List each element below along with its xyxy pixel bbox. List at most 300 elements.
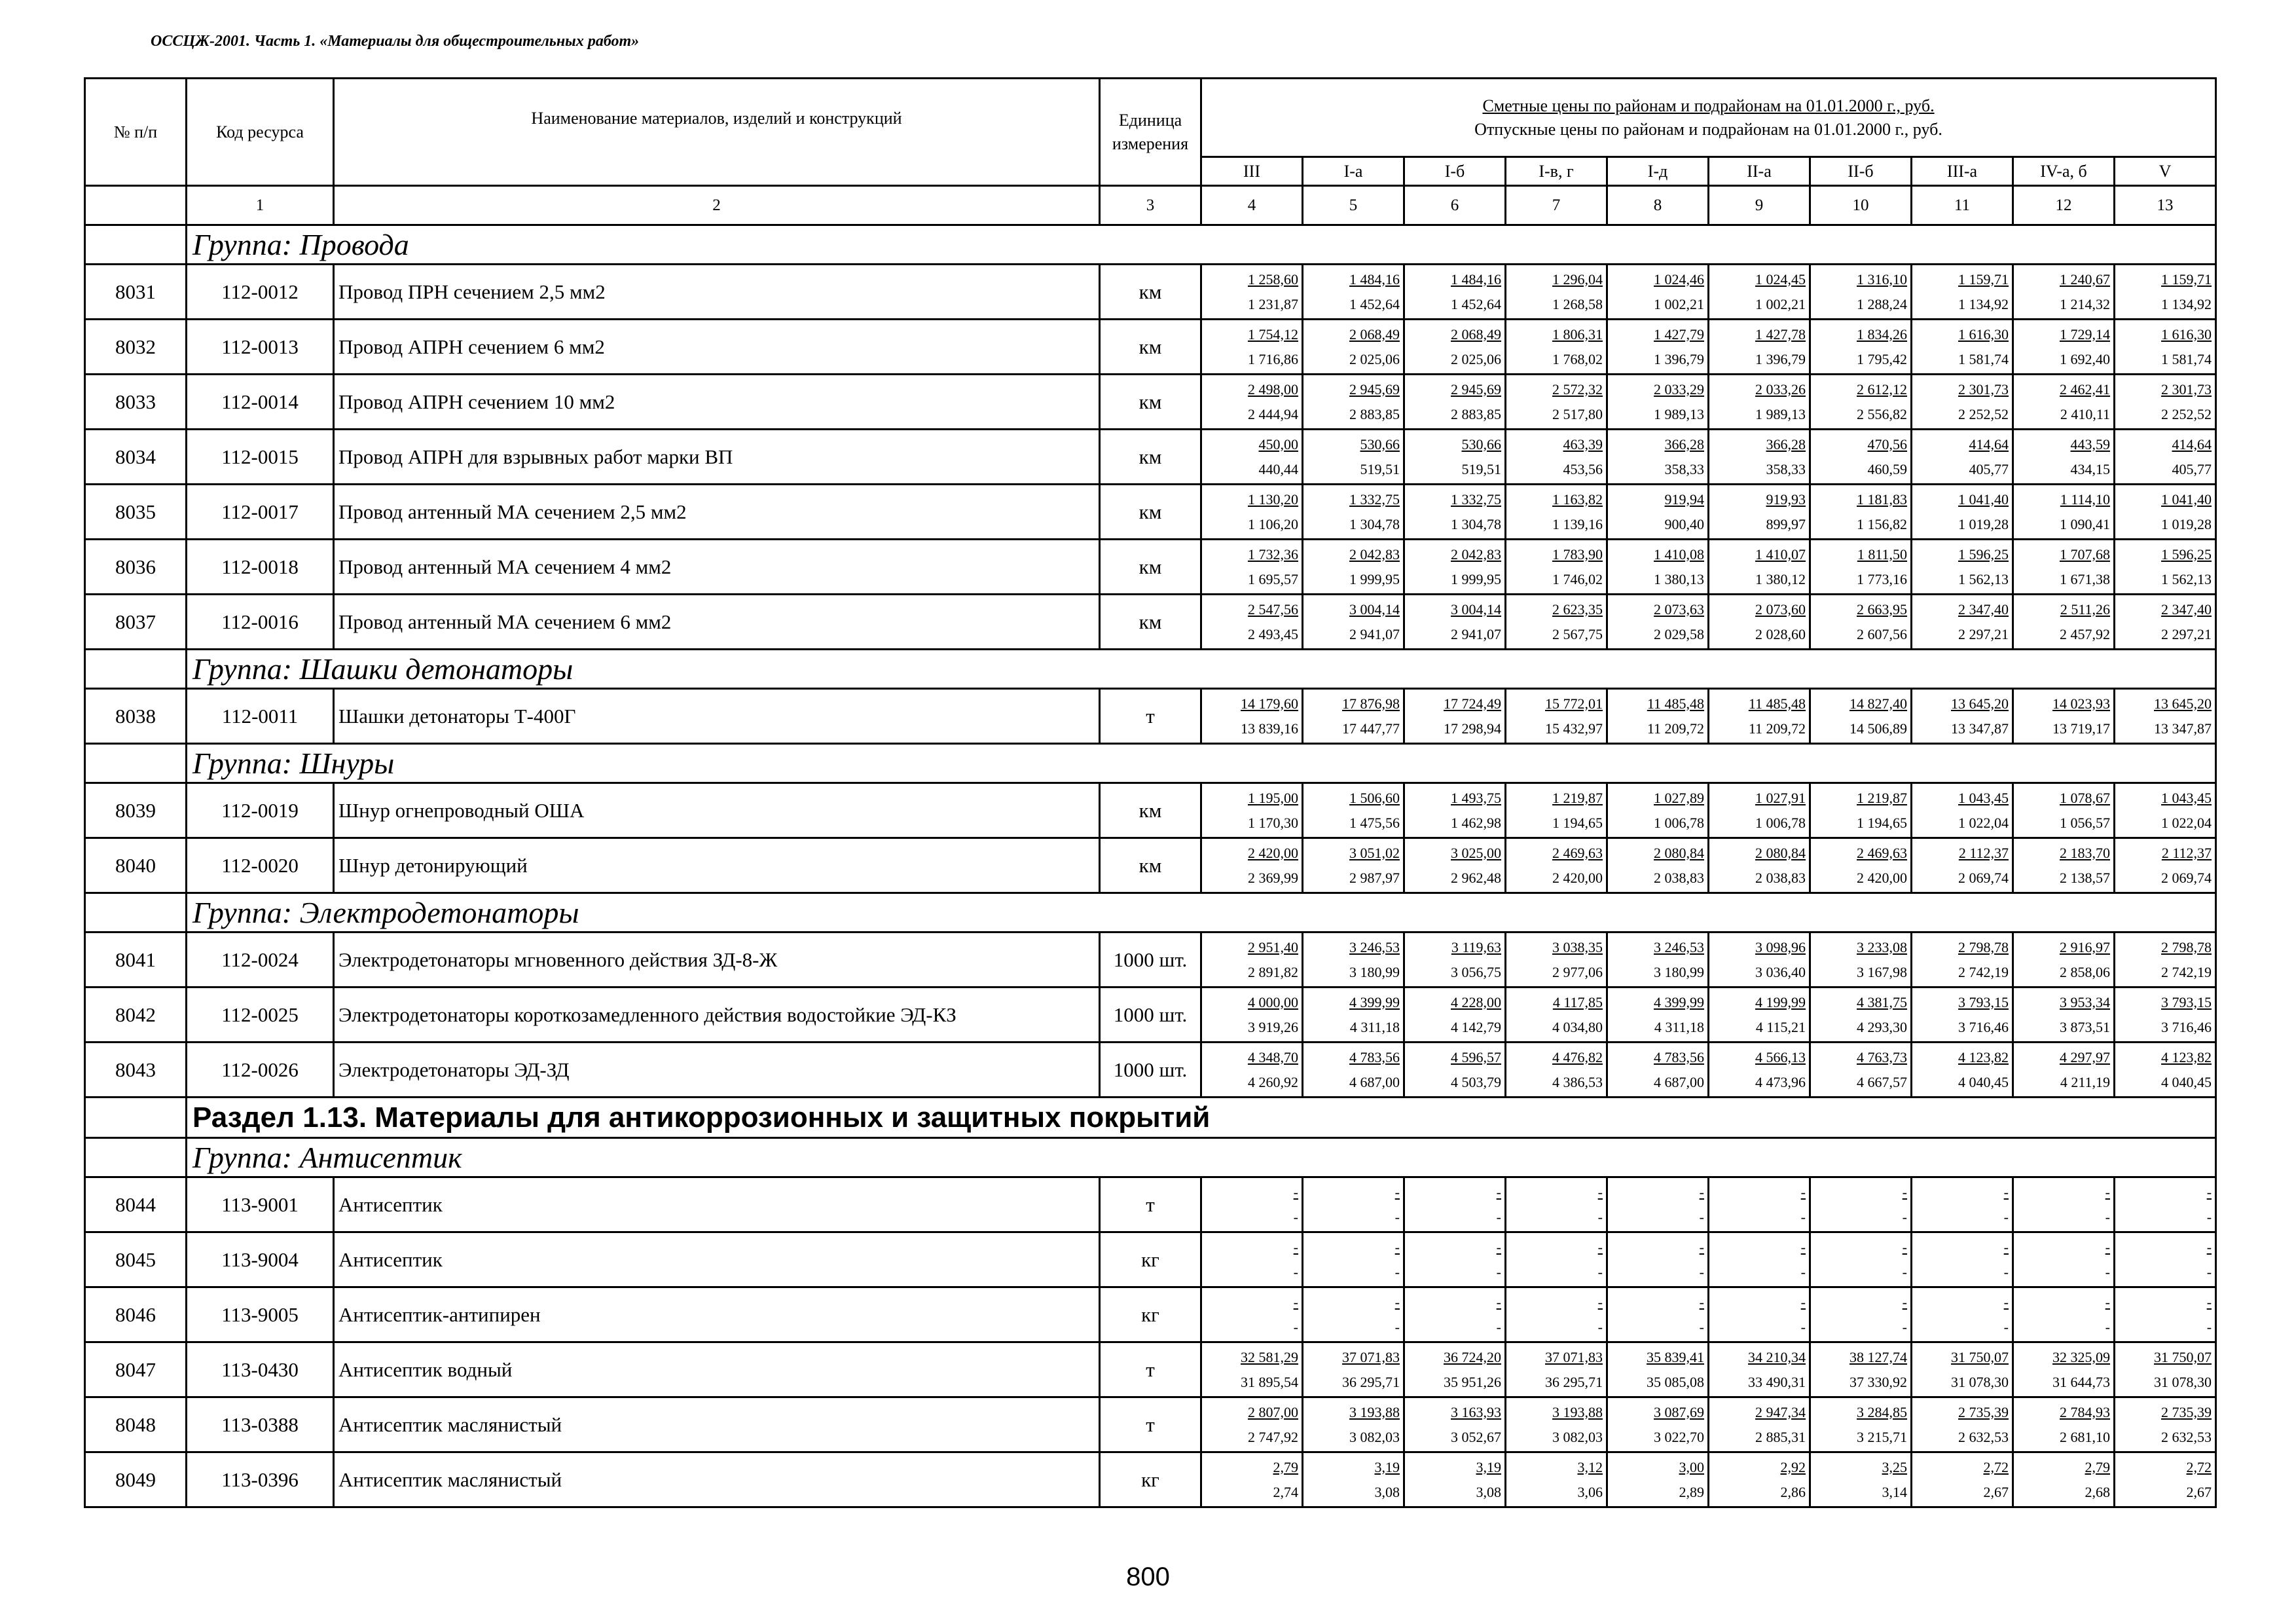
price-cell: [1709, 320, 1810, 375]
region-header: II-а: [1709, 157, 1810, 186]
price-cell: [1404, 430, 1506, 485]
region-header: V: [2115, 157, 2216, 186]
release-price: 4 687,00: [1349, 1073, 1400, 1090]
estimated-price: 2 042,83: [1451, 545, 1501, 563]
estimated-price: 3 793,15: [1958, 993, 2009, 1010]
column-number-blank: [85, 186, 187, 225]
release-price: 2,86: [1780, 1483, 1806, 1500]
unit-of-measure: т: [1100, 1177, 1201, 1232]
release-price: 1 022,04: [2161, 814, 2212, 831]
material-name: Антисептик маслянистый: [334, 1452, 1100, 1507]
price-cell: [1404, 595, 1506, 650]
price-cell: [1404, 485, 1506, 540]
release-price: 1 134,92: [1958, 295, 2009, 312]
table-row: [85, 1287, 2216, 1342]
estimated-price: 1 316,10: [1857, 270, 1907, 287]
release-price: -: [1699, 1208, 1704, 1225]
release-price: 3,06: [1577, 1483, 1603, 1500]
column-number: 8: [1607, 186, 1709, 225]
price-cell: [2013, 430, 2115, 485]
estimated-price: 1 043,45: [1958, 789, 2009, 806]
estimated-price: 2 112,37: [2161, 844, 2212, 861]
price-cell: [1303, 485, 1404, 540]
material-name: Провод антенный МА сечением 6 мм2: [334, 595, 1100, 650]
release-price: 1 019,28: [2161, 515, 2212, 532]
estimated-price: 1 806,31: [1552, 325, 1603, 342]
price-cell: [1709, 1287, 1810, 1342]
release-price: 1 056,57: [2060, 814, 2110, 831]
price-cell: [1709, 838, 1810, 893]
price-cell: [1404, 1397, 1506, 1452]
estimated-price: 3 233,08: [1857, 938, 1907, 955]
release-price: 1 452,64: [1451, 295, 1501, 312]
resource-code: 112-0015: [187, 430, 334, 485]
price-cell: [1201, 1287, 1303, 1342]
price-cell: [1810, 1452, 1912, 1507]
release-price: 4 211,19: [2060, 1073, 2110, 1090]
release-price: 1 695,57: [1248, 570, 1298, 587]
estimated-price: 3 025,00: [1451, 844, 1501, 861]
price-cell: [1506, 1287, 1607, 1342]
release-price: 1 581,74: [1958, 350, 2009, 367]
release-price: 1 452,64: [1349, 295, 1400, 312]
header-prices-smeta: Сметные цены по районам и подрайонам на 01.01.2000 г., руб.: [1482, 96, 1935, 116]
row-number: 8042: [85, 987, 187, 1043]
release-price: 453,56: [1563, 460, 1603, 477]
estimated-price: 1 041,40: [2161, 490, 2212, 507]
release-price: 4 667,57: [1857, 1073, 1907, 1090]
release-price: 440,44: [1258, 460, 1298, 477]
release-price: -: [1394, 1318, 1400, 1335]
estimated-price: 2 033,26: [1755, 380, 1806, 397]
release-price: 2 038,83: [1654, 869, 1704, 886]
page-header: ОССЦЖ-2001. Часть 1. «Материалы для общестроительных работ»: [151, 33, 640, 50]
price-cell: [1810, 783, 1912, 838]
estimated-price: 1 596,25: [1958, 545, 2009, 563]
price-cell: [1506, 987, 1607, 1043]
material-name: Антисептик: [334, 1232, 1100, 1287]
resource-code: 112-0012: [187, 265, 334, 320]
release-price: 2 252,52: [2161, 405, 2212, 422]
price-cell: [2013, 595, 2115, 650]
release-price: 2 444,94: [1248, 405, 1298, 422]
estimated-price: 3 038,35: [1552, 938, 1603, 955]
price-cell: [1506, 1397, 1607, 1452]
estimated-price: 3 246,53: [1349, 938, 1400, 955]
material-name: Шашки детонаторы Т-400Г: [334, 689, 1100, 744]
price-cell: [1303, 1397, 1404, 1452]
table-row: [85, 1043, 2216, 1098]
estimated-price: -: [1902, 1183, 1907, 1200]
group-num-blank: [85, 1138, 187, 1177]
price-cell: [1506, 1043, 1607, 1098]
unit-of-measure: км: [1100, 430, 1201, 485]
price-cell: [1607, 485, 1709, 540]
estimated-price: 2 347,40: [1958, 600, 2009, 618]
release-price: 1 692,40: [2060, 350, 2110, 367]
material-name: Электродетонаторы ЭД-ЗД: [334, 1043, 1100, 1098]
column-number-row: [85, 186, 2216, 225]
estimated-price: 32 581,29: [1241, 1348, 1298, 1365]
page-number: 800: [1126, 1562, 1170, 1591]
release-price: -: [1394, 1263, 1400, 1280]
estimated-price: -: [1800, 1293, 1806, 1310]
estimated-price: 2 183,70: [2060, 844, 2110, 861]
estimated-price: 2 511,26: [2060, 600, 2110, 618]
price-cell: [1810, 1232, 1912, 1287]
release-price: 2 941,07: [1349, 625, 1400, 642]
estimated-price: 2 080,84: [1654, 844, 1704, 861]
price-cell: [1607, 1397, 1709, 1452]
price-cell: [1201, 1232, 1303, 1287]
release-price: -: [2206, 1318, 2212, 1335]
price-cell: [1709, 689, 1810, 744]
release-price: 3 716,46: [1958, 1018, 2009, 1035]
price-cell: [2115, 540, 2216, 595]
estimated-price: 4 476,82: [1552, 1048, 1603, 1065]
estimated-price: -: [1394, 1238, 1400, 1255]
release-price: 1 288,24: [1857, 295, 1907, 312]
release-price: 2 457,92: [2060, 625, 2110, 642]
unit-of-measure: км: [1100, 540, 1201, 595]
estimated-price: 3 284,85: [1857, 1403, 1907, 1420]
release-price: 2,74: [1273, 1483, 1298, 1500]
estimated-price: 2 068,49: [1349, 325, 1400, 342]
price-cell: [1201, 689, 1303, 744]
estimated-price: 37 071,83: [1545, 1348, 1603, 1365]
table-row: [85, 1232, 2216, 1287]
price-cell: [2013, 1397, 2115, 1452]
estimated-price: 1 484,16: [1349, 270, 1400, 287]
estimated-price: 2 735,39: [2161, 1403, 2212, 1420]
release-price: 2 369,99: [1248, 869, 1298, 886]
release-price: 15 432,97: [1545, 720, 1603, 737]
price-cell: [2013, 265, 2115, 320]
estimated-price: 414,64: [2172, 435, 2212, 452]
estimated-price: 2 623,35: [1552, 600, 1603, 618]
price-cell: [1506, 1177, 1607, 1232]
estimated-price: 1 027,89: [1654, 789, 1704, 806]
price-cell: [1912, 430, 2013, 485]
price-cell: [1912, 1342, 2013, 1397]
material-name: Провод ПРН сечением 2,5 мм2: [334, 265, 1100, 320]
price-cell: [2115, 689, 2216, 744]
release-price: 3 082,03: [1349, 1428, 1400, 1445]
region-header: I-б: [1404, 157, 1506, 186]
estimated-price: -: [1496, 1238, 1501, 1255]
estimated-price: 1 181,83: [1857, 490, 1907, 507]
estimated-price: -: [2206, 1293, 2212, 1310]
table-row: [85, 595, 2216, 650]
estimated-price: 1 114,10: [2060, 490, 2110, 507]
region-header: III-а: [1912, 157, 2013, 186]
release-price: 17 298,94: [1444, 720, 1501, 737]
resource-code: 112-0014: [187, 375, 334, 430]
estimated-price: 3,19: [1476, 1458, 1501, 1475]
column-number: 12: [2013, 186, 2115, 225]
release-price: 3 052,67: [1451, 1428, 1501, 1445]
estimated-price: 3 087,69: [1654, 1403, 1704, 1420]
estimated-price: 36 724,20: [1444, 1348, 1501, 1365]
material-name: Провод АПРН сечением 10 мм2: [334, 375, 1100, 430]
estimated-price: 530,66: [1461, 435, 1501, 452]
release-price: 900,40: [1664, 515, 1704, 532]
estimated-price: 1 024,46: [1654, 270, 1704, 287]
release-price: 358,33: [1766, 460, 1806, 477]
estimated-price: 450,00: [1258, 435, 1298, 452]
estimated-price: 4 000,00: [1248, 993, 1298, 1010]
estimated-price: 1 195,00: [1248, 789, 1298, 806]
estimated-price: -: [1699, 1183, 1704, 1200]
release-price: -: [2105, 1263, 2110, 1280]
column-number: 10: [1810, 186, 1912, 225]
unit-of-measure: км: [1100, 320, 1201, 375]
unit-of-measure: кг: [1100, 1232, 1201, 1287]
estimated-price: 2 498,00: [1248, 380, 1298, 397]
table-row: [85, 838, 2216, 893]
release-price: 3 873,51: [2060, 1018, 2110, 1035]
release-price: 3 082,03: [1552, 1428, 1603, 1445]
column-number: 4: [1201, 186, 1303, 225]
price-cell: [1607, 540, 1709, 595]
estimated-price: 1 027,91: [1755, 789, 1806, 806]
release-price: 1 462,98: [1451, 814, 1501, 831]
price-cell: [1810, 987, 1912, 1043]
unit-of-measure: км: [1100, 595, 1201, 650]
release-price: 2,67: [2186, 1483, 2212, 1500]
price-cell: [1607, 430, 1709, 485]
price-cell: [1810, 485, 1912, 540]
table-row: [85, 540, 2216, 595]
estimated-price: 530,66: [1360, 435, 1400, 452]
price-cell: [1404, 1452, 1506, 1507]
release-price: -: [1902, 1318, 1907, 1335]
release-price: 13 347,87: [2154, 720, 2212, 737]
release-price: 1 989,13: [1654, 405, 1704, 422]
region-header: IV-а, б: [2013, 157, 2115, 186]
release-price: -: [1496, 1208, 1501, 1225]
release-price: 2 410,11: [2060, 405, 2110, 422]
release-price: 3 215,71: [1857, 1428, 1907, 1445]
estimated-price: -: [1496, 1293, 1501, 1310]
resource-code: 112-0024: [187, 932, 334, 987]
price-cell: [1709, 265, 1810, 320]
group-title: Группа: Антисептик: [187, 1138, 2216, 1177]
estimated-price: 2 469,63: [1857, 844, 1907, 861]
release-price: 11 209,72: [1748, 720, 1806, 737]
unit-of-measure: т: [1100, 689, 1201, 744]
table-row: [85, 430, 2216, 485]
price-cell: [1709, 1342, 1810, 1397]
estimated-price: 32 325,09: [2052, 1348, 2110, 1365]
material-name: Антисептик: [334, 1177, 1100, 1232]
estimated-price: 1 163,82: [1552, 490, 1603, 507]
price-cell: [1810, 540, 1912, 595]
resource-code: 113-0388: [187, 1397, 334, 1452]
price-cell: [1303, 1177, 1404, 1232]
estimated-price: -: [1394, 1183, 1400, 1200]
release-price: 35 085,08: [1647, 1373, 1704, 1390]
price-cell: [1607, 1452, 1709, 1507]
release-price: 519,51: [1461, 460, 1501, 477]
unit-of-measure: т: [1100, 1397, 1201, 1452]
price-cell: [1810, 689, 1912, 744]
header-unit: Единица измерения: [1100, 79, 1201, 186]
price-cell: [1201, 595, 1303, 650]
estimated-price: 4 763,73: [1857, 1048, 1907, 1065]
release-price: 2 297,21: [2161, 625, 2212, 642]
estimated-price: 31 750,07: [2154, 1348, 2212, 1365]
release-price: 4 034,80: [1552, 1018, 1603, 1035]
estimated-price: 2 798,78: [1958, 938, 2009, 955]
price-cell: [1404, 987, 1506, 1043]
price-cell: [2013, 987, 2115, 1043]
region-header: III: [1201, 157, 1303, 186]
price-cell: [1810, 932, 1912, 987]
price-cell: [1303, 932, 1404, 987]
estimated-price: 37 071,83: [1342, 1348, 1400, 1365]
price-cell: [1303, 987, 1404, 1043]
price-cell: [2013, 540, 2115, 595]
release-price: 1 396,79: [1654, 350, 1704, 367]
estimated-price: 4 399,99: [1654, 993, 1704, 1010]
release-price: 11 209,72: [1647, 720, 1704, 737]
release-price: -: [1597, 1318, 1603, 1335]
price-cell: [1303, 375, 1404, 430]
table-row: [85, 1397, 2216, 1452]
estimated-price: 4 123,82: [1958, 1048, 2009, 1065]
estimated-price: 2 547,56: [1248, 600, 1298, 618]
price-cell: [1506, 595, 1607, 650]
estimated-price: 1 834,26: [1857, 325, 1907, 342]
estimated-price: 2,72: [2186, 1458, 2212, 1475]
price-cell: [1201, 265, 1303, 320]
unit-of-measure: км: [1100, 783, 1201, 838]
release-price: 2 962,48: [1451, 869, 1501, 886]
price-cell: [2013, 1177, 2115, 1232]
release-price: 2 028,60: [1755, 625, 1806, 642]
estimated-price: 2 663,95: [1857, 600, 1907, 618]
release-price: -: [2003, 1263, 2009, 1280]
price-cell: [1709, 595, 1810, 650]
release-price: -: [2206, 1208, 2212, 1225]
release-price: 1 002,21: [1654, 295, 1704, 312]
release-price: -: [1902, 1263, 1907, 1280]
table-row: [85, 689, 2216, 744]
price-cell: [1810, 1342, 1912, 1397]
resource-code: 113-9001: [187, 1177, 334, 1232]
price-cell: [1303, 1232, 1404, 1287]
estimated-price: -: [1597, 1293, 1603, 1310]
price-cell: [1810, 430, 1912, 485]
release-price: 37 330,92: [1850, 1373, 1907, 1390]
release-price: -: [1800, 1263, 1806, 1280]
price-cell: [1404, 375, 1506, 430]
release-price: 2 029,58: [1654, 625, 1704, 642]
estimated-price: 1 729,14: [2060, 325, 2110, 342]
price-cell: [1404, 1232, 1506, 1287]
price-cell: [1303, 1287, 1404, 1342]
price-cell: [1201, 540, 1303, 595]
price-cell: [1201, 987, 1303, 1043]
estimated-price: 1 258,60: [1248, 270, 1298, 287]
release-price: 2 747,92: [1248, 1428, 1298, 1445]
row-number: 8031: [85, 265, 187, 320]
resource-code: 112-0016: [187, 595, 334, 650]
release-price: 1 768,02: [1552, 350, 1603, 367]
release-price: -: [2105, 1318, 2110, 1335]
estimated-price: 2 916,97: [2060, 938, 2110, 955]
release-price: -: [1699, 1263, 1704, 1280]
release-price: 1 746,02: [1552, 570, 1603, 587]
estimated-price: 15 772,01: [1545, 695, 1603, 712]
estimated-price: -: [1597, 1238, 1603, 1255]
table-row: [85, 375, 2216, 430]
unit-of-measure: 1000 шт.: [1100, 932, 1201, 987]
price-cell: [1709, 1043, 1810, 1098]
price-cell: [1709, 1397, 1810, 1452]
table-row: [85, 987, 2216, 1043]
row-number: 8041: [85, 932, 187, 987]
material-name: Провод антенный МА сечением 4 мм2: [334, 540, 1100, 595]
price-cell: [1303, 1043, 1404, 1098]
release-price: 1 716,86: [1248, 350, 1298, 367]
release-price: -: [1597, 1263, 1603, 1280]
price-cell: [2013, 838, 2115, 893]
section-title: Раздел 1.13. Материалы для антикоррозионных и защитных покрытий: [187, 1098, 2216, 1138]
row-number: 8036: [85, 540, 187, 595]
release-price: -: [1496, 1318, 1501, 1335]
release-price: 13 719,17: [2052, 720, 2110, 737]
region-header: I-д: [1607, 157, 1709, 186]
resource-code: 112-0019: [187, 783, 334, 838]
release-price: 2 891,82: [1248, 963, 1298, 980]
price-cell: [1201, 320, 1303, 375]
estimated-price: 2 572,32: [1552, 380, 1603, 397]
release-price: 31 644,73: [2052, 1373, 2110, 1390]
release-price: 35 951,26: [1444, 1373, 1501, 1390]
price-cell: [1404, 1043, 1506, 1098]
table-row: [85, 320, 2216, 375]
release-price: 1 090,41: [2060, 515, 2110, 532]
price-cell: [1810, 595, 1912, 650]
price-cell: [1506, 932, 1607, 987]
estimated-price: 1 332,75: [1349, 490, 1400, 507]
estimated-price: 11 485,48: [1748, 695, 1806, 712]
region-header: I-в, г: [1506, 157, 1607, 186]
price-cell: [1404, 838, 1506, 893]
estimated-price: -: [2003, 1293, 2009, 1310]
price-cell: [1607, 320, 1709, 375]
price-cell: [2115, 1287, 2216, 1342]
estimated-price: 2 112,37: [1958, 844, 2009, 861]
estimated-price: 2 462,41: [2060, 380, 2110, 397]
unit-of-measure: 1000 шт.: [1100, 987, 1201, 1043]
release-price: 2,67: [1983, 1483, 2009, 1500]
price-cell: [1709, 540, 1810, 595]
row-number: 8032: [85, 320, 187, 375]
release-price: 3 036,40: [1755, 963, 1806, 980]
column-number: 6: [1404, 186, 1506, 225]
estimated-price: 3 098,96: [1755, 938, 1806, 955]
estimated-price: 1 811,50: [1857, 545, 1907, 563]
price-cell: [1607, 1287, 1709, 1342]
estimated-price: 1 043,45: [2161, 789, 2212, 806]
release-price: 3,08: [1374, 1483, 1400, 1500]
release-price: 1 194,65: [1857, 814, 1907, 831]
estimated-price: 2 073,60: [1755, 600, 1806, 618]
table-row: [85, 1177, 2216, 1232]
